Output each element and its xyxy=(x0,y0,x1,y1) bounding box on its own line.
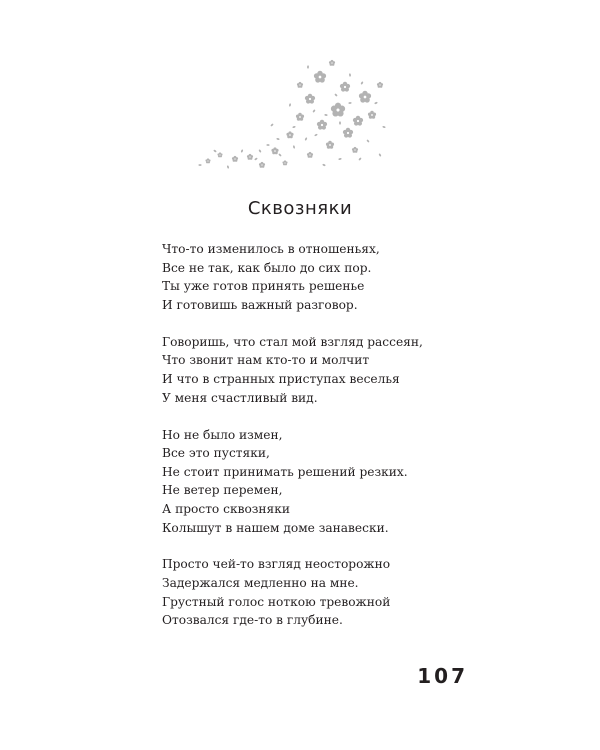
poem-line: Не стоит принимать решений резких. xyxy=(162,464,408,479)
poem-line: Просто чей-то взгляд неосторожно xyxy=(162,557,391,572)
poem-body xyxy=(162,240,482,648)
poem-line: Не ветер перемен, xyxy=(162,483,283,498)
poem-line: Грустный голос ноткою тревожной xyxy=(162,594,391,609)
poem-line: Колышут в нашем доме занавески. xyxy=(162,520,389,535)
poem-line: И что в странных приступах веселья xyxy=(162,371,400,386)
poem-line: Что звонит нам кто-то и молчит xyxy=(162,353,370,368)
poem-line: Ты уже готов принять решенье xyxy=(162,279,365,294)
poem-line: Задержался медленно на мне. xyxy=(162,576,359,591)
poem-line: Что-то изменилось в отношеньях, xyxy=(162,242,380,256)
poem-line: Все это пустяки, xyxy=(162,446,270,461)
poem-line: У меня счастливый вид. xyxy=(162,390,318,405)
poem-line: Все не так, как было до сих пор. xyxy=(162,260,372,275)
stanza-1 xyxy=(162,240,482,314)
poem-line: Отозвался где-то в глубине. xyxy=(162,613,343,628)
poem-line: Говоришь, что стал мой взгляд рассеян, xyxy=(162,334,423,349)
poem-line: А просто сквозняки xyxy=(162,501,290,516)
poem-line: Но не было измен, xyxy=(162,427,283,442)
stanza-4 xyxy=(162,555,482,629)
page-number: 107 xyxy=(417,664,468,688)
poem-line: И готовишь важный разговор. xyxy=(162,297,358,312)
stanza-2 xyxy=(162,333,482,407)
poem-title: Сквозняки xyxy=(247,198,353,219)
stanza-3 xyxy=(162,426,482,538)
flower-scatter-icon xyxy=(190,55,390,175)
